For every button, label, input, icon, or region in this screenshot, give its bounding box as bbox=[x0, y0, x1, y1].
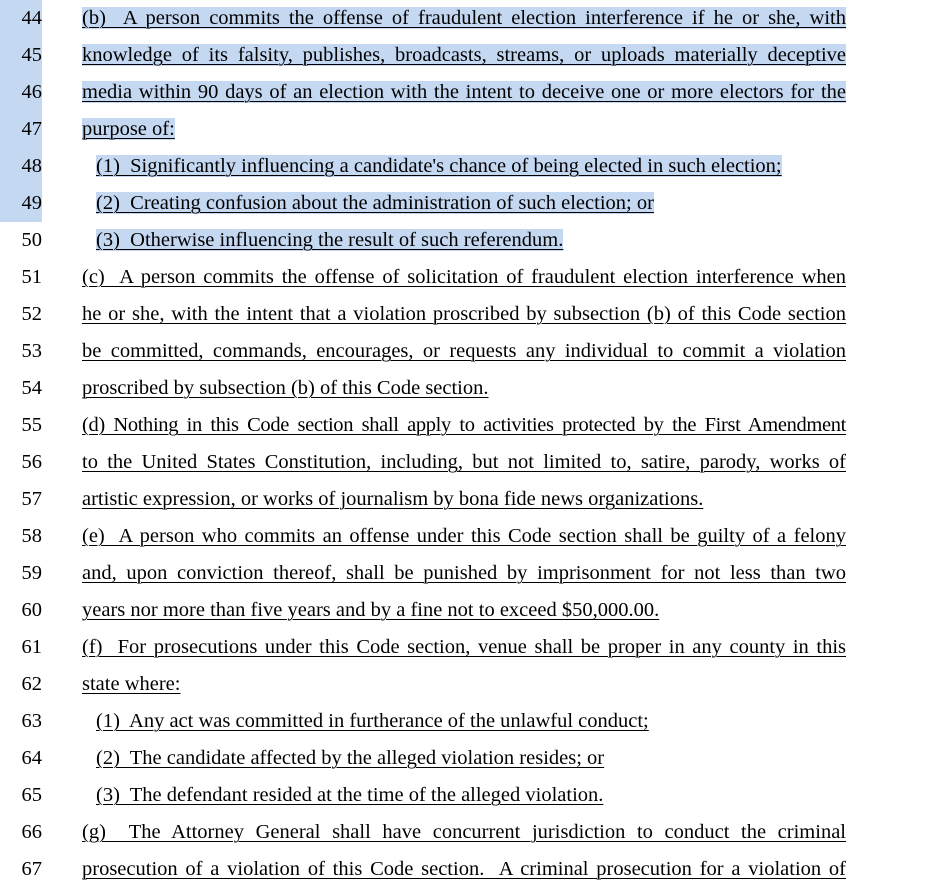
line-text[interactable]: (e) A person who commits an offense under this Code section shall be guilty of a felony bbox=[82, 525, 846, 547]
line-61 bbox=[0, 629, 925, 666]
line-number: 58 bbox=[21, 525, 42, 547]
line-53 bbox=[0, 333, 925, 370]
line-64 bbox=[0, 740, 925, 777]
line-65 bbox=[0, 777, 925, 814]
line-text[interactable]: media within 90 days of an election with the intent to deceive one or more electors for the bbox=[82, 81, 846, 103]
line-number: 57 bbox=[21, 488, 42, 510]
line-text[interactable]: and, upon conviction thereof, shall be punished by imprisonment for not less than two bbox=[82, 562, 846, 584]
line-number: 45 bbox=[0, 37, 42, 74]
line-45 bbox=[0, 37, 925, 74]
line-text[interactable]: be committed, commands, encourages, or requests any individual to commit a violation bbox=[82, 340, 846, 362]
line-54 bbox=[0, 370, 925, 407]
line-text[interactable]: (1) Any act was committed in furtherance of the unlawful conduct; bbox=[96, 710, 649, 732]
line-48 bbox=[0, 148, 925, 185]
line-text[interactable]: (2) The candidate affected by the alleged violation resides; or bbox=[96, 747, 605, 769]
line-63 bbox=[0, 703, 925, 740]
line-60 bbox=[0, 592, 925, 629]
line-number: 56 bbox=[21, 451, 42, 473]
line-number: 59 bbox=[21, 562, 42, 584]
line-text[interactable]: purpose of: bbox=[82, 118, 175, 140]
line-number: 64 bbox=[21, 747, 42, 769]
line-number: 46 bbox=[0, 74, 42, 111]
line-51 bbox=[0, 259, 925, 296]
line-number: 49 bbox=[0, 185, 42, 222]
line-number: 62 bbox=[21, 673, 42, 695]
line-text[interactable]: state where: bbox=[82, 673, 181, 695]
line-52 bbox=[0, 296, 925, 333]
line-number: 55 bbox=[21, 414, 42, 436]
line-number: 66 bbox=[21, 821, 42, 843]
line-number: 60 bbox=[21, 599, 42, 621]
line-55 bbox=[0, 407, 925, 444]
line-46 bbox=[0, 74, 925, 111]
line-number: 47 bbox=[0, 111, 42, 148]
line-number: 50 bbox=[21, 229, 42, 251]
line-text[interactable]: (b) A person commits the offense of fraudulent election interference if he or she, with bbox=[82, 7, 846, 29]
line-number: 48 bbox=[0, 148, 42, 185]
line-67 bbox=[0, 851, 925, 888]
line-number: 54 bbox=[21, 377, 42, 399]
line-text[interactable]: (c) A person commits the offense of solicitation of fraudulent election interference when bbox=[82, 266, 846, 288]
line-number: 51 bbox=[21, 266, 42, 288]
line-text[interactable]: (3) Otherwise influencing the result of such referendum. bbox=[96, 229, 564, 251]
line-text[interactable]: (1) Significantly influencing a candidate's chance of being elected in such election; bbox=[96, 155, 782, 177]
line-58 bbox=[0, 518, 925, 555]
line-number: 44 bbox=[0, 0, 42, 37]
line-number: 53 bbox=[21, 340, 42, 362]
line-number: 65 bbox=[21, 784, 42, 806]
line-text[interactable]: knowledge of its falsity, publishes, broadcasts, streams, or uploads materially deceptive bbox=[82, 44, 846, 66]
line-57 bbox=[0, 481, 925, 518]
line-text[interactable]: (g) The Attorney General shall have concurrent jurisdiction to conduct the criminal bbox=[82, 821, 846, 843]
line-44 bbox=[0, 0, 925, 37]
line-number: 52 bbox=[21, 303, 42, 325]
line-text[interactable]: (d) Nothing in this Code section shall apply to activities protected by the First Amendment bbox=[82, 414, 846, 436]
line-number: 61 bbox=[21, 636, 42, 658]
line-56 bbox=[0, 444, 925, 481]
line-text[interactable]: (3) The defendant resided at the time of the alleged violation. bbox=[96, 784, 604, 806]
line-text[interactable]: to the United States Constitution, including, but not limited to, satire, parody, works of bbox=[82, 451, 846, 473]
line-text[interactable]: (2) Creating confusion about the administration of such election; or bbox=[96, 192, 654, 214]
line-62 bbox=[0, 666, 925, 703]
line-text[interactable]: (f) For prosecutions under this Code section, venue shall be proper in any county in this bbox=[82, 636, 846, 658]
line-text[interactable]: prosecution of a violation of this Code section. A criminal prosecution for a violation of bbox=[82, 858, 846, 880]
line-50 bbox=[0, 222, 925, 259]
line-number: 63 bbox=[21, 710, 42, 732]
line-66 bbox=[0, 814, 925, 851]
line-49 bbox=[0, 185, 925, 222]
line-text[interactable]: years nor more than five years and by a fine not to exceed $50,000.00. bbox=[82, 599, 660, 621]
line-text[interactable]: artistic expression, or works of journalism by bona fide news organizations. bbox=[82, 488, 704, 510]
line-text[interactable]: proscribed by subsection (b) of this Code section. bbox=[82, 377, 489, 399]
line-59 bbox=[0, 555, 925, 592]
line-number: 67 bbox=[21, 858, 42, 880]
line-text[interactable]: he or she, with the intent that a violation proscribed by subsection (b) of this Code section bbox=[82, 303, 846, 325]
line-47 bbox=[0, 111, 925, 148]
